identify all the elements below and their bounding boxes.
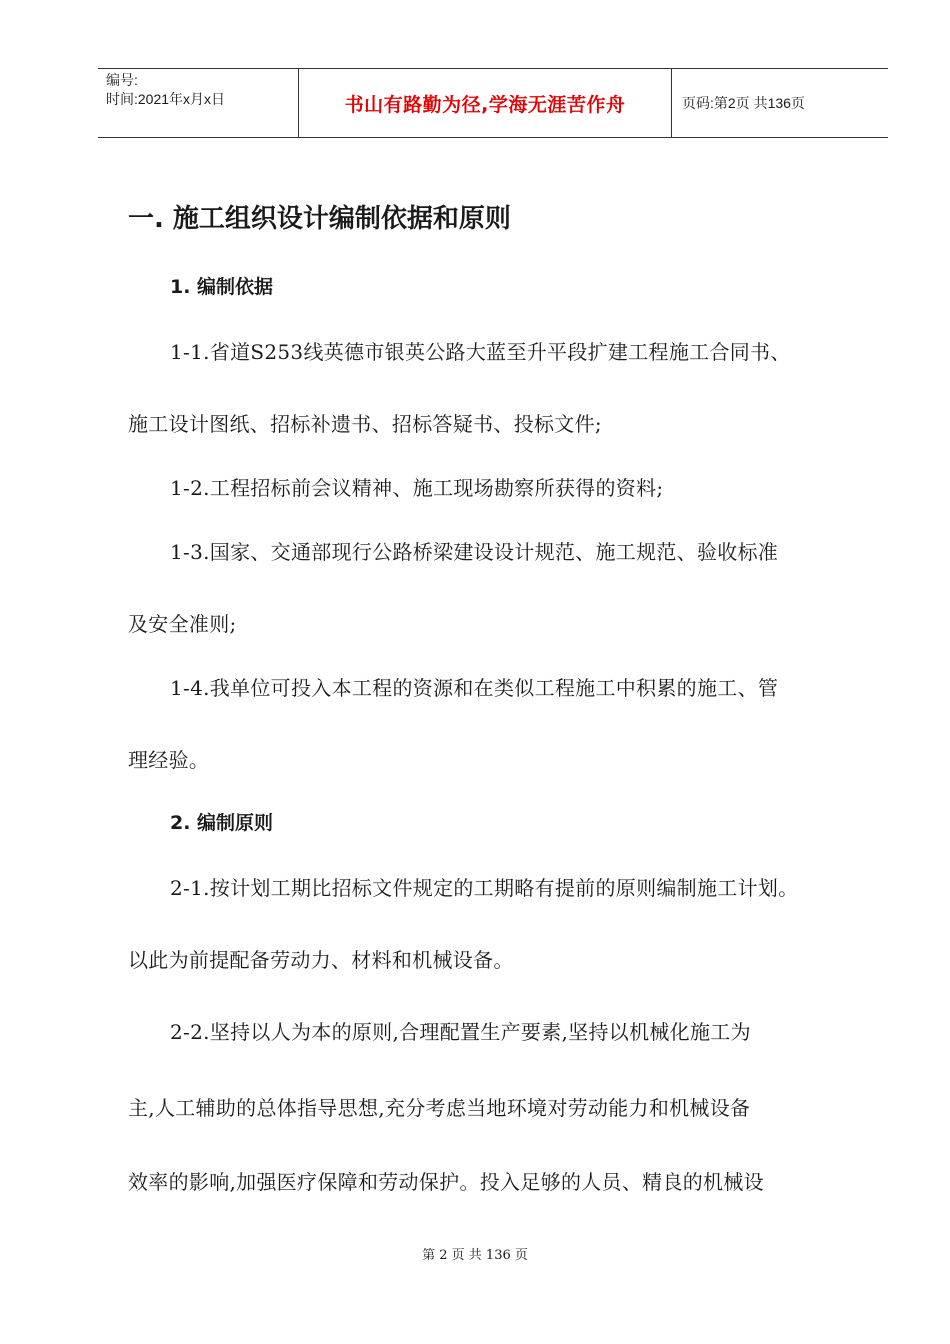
subsection-title-basis: 1. 编制依据 xyxy=(170,276,274,298)
paragraph-line: 以此为前提配备劳动力、材料和机械设备。 xyxy=(128,948,514,972)
paragraph-line: 1-3.国家、交通部现行公路桥梁建设设计规范、施工规范、验收标准 xyxy=(170,540,779,564)
paragraph-line: 1-1.省道S253线英德市银英公路大蓝至升平段扩建工程施工合同书、 xyxy=(170,340,791,364)
paragraph-line: 2-1.按计划工期比招标文件规定的工期略有提前的原则编制施工计划。 xyxy=(170,876,799,900)
section-title: 一. 施工组织设计编制依据和原则 xyxy=(128,204,511,234)
header-motto: 书山有路勤为径,学海无涯苦作舟 xyxy=(299,69,672,137)
page-header xyxy=(98,68,888,138)
paragraph-line: 理经验。 xyxy=(128,748,210,772)
document-time-label: 时间:2021年x月x日 xyxy=(106,91,226,107)
paragraph-line: 1-4.我单位可投入本工程的资源和在类似工程施工中积累的施工、管 xyxy=(170,676,779,700)
document-number-label: 编号: xyxy=(106,72,138,88)
paragraph-line: 2-2.坚持以人为本的原则,合理配置生产要素,坚持以机械化施工为 xyxy=(170,1020,751,1044)
header-page-info: 页码:第2页 共136页 xyxy=(682,95,805,111)
page-footer: 第 2 页 共 136 页 xyxy=(422,1248,528,1263)
paragraph-line: 施工设计图纸、招标补遗书、招标答疑书、投标文件; xyxy=(128,412,602,436)
paragraph-line: 效率的影响,加强医疗保障和劳动保护。投入足够的人员、精良的机械设 xyxy=(128,1170,764,1194)
paragraph-line: 及安全准则; xyxy=(128,612,237,636)
paragraph-line: 1-2.工程招标前会议精神、施工现场勘察所获得的资料; xyxy=(170,476,664,500)
header-meta xyxy=(98,69,299,137)
paragraph-line: 主,人工辅助的总体指导思想,充分考虑当地环境对劳动能力和机械设备 xyxy=(128,1096,751,1120)
subsection-title-principles: 2. 编制原则 xyxy=(170,812,274,834)
